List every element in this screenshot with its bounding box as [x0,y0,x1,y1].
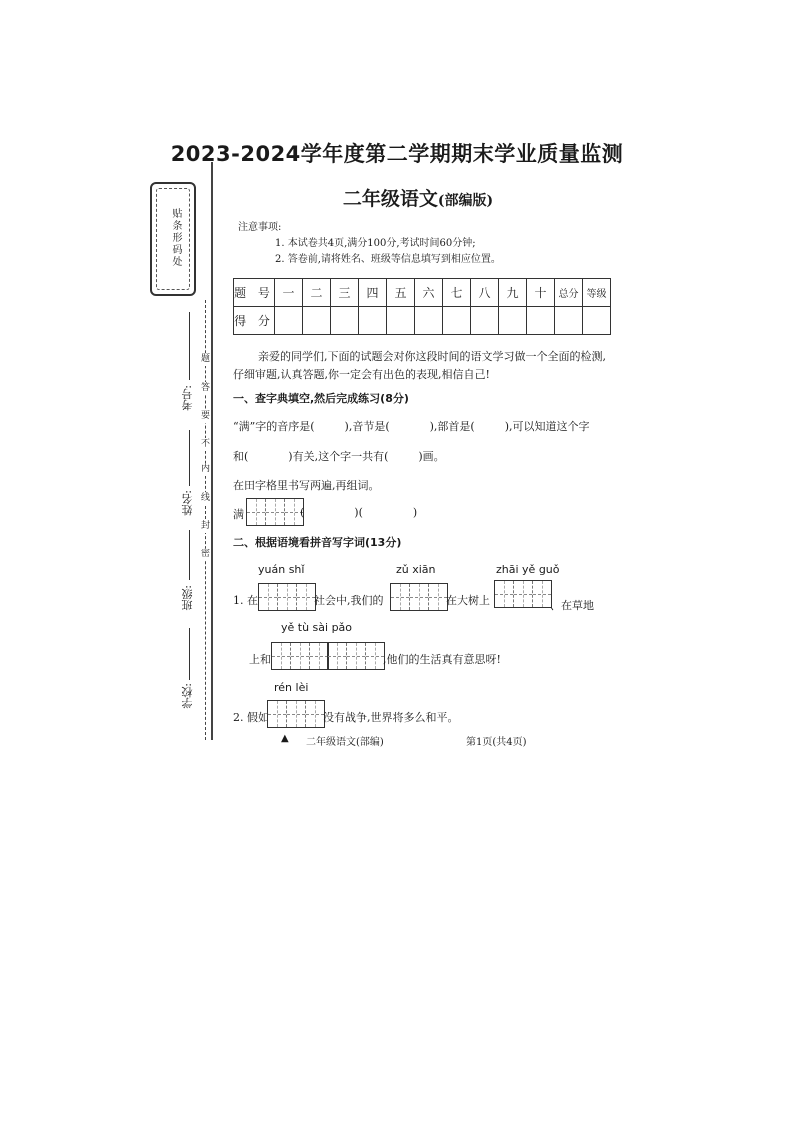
score-table-score-row [234,307,611,335]
manzi-char: 满 [233,508,244,521]
subtitle-edition: (部编版) [437,193,494,209]
score-cell[interactable] [331,307,359,335]
warning-triangle-icon: ▲ [281,733,289,744]
q1-text1: 社会中,我们的 [314,594,384,607]
score-cell[interactable] [387,307,415,335]
q-text: )( [354,506,363,519]
score-cell[interactable] [275,307,303,335]
q-text: ) [412,506,418,519]
exam-title: 2023-2024学年度第二学期期末学业质量监测 [170,142,624,166]
answer-grid[interactable] [494,580,552,608]
score-row2-label: 得 分 [234,307,275,335]
column-header: 二 [303,279,331,307]
score-cell[interactable] [499,307,527,335]
answer-grid[interactable] [390,583,448,611]
score-cell[interactable] [415,307,443,335]
q-text: “满”字的音序是( [233,420,315,433]
answer-grid[interactable] [267,700,325,728]
q-text: ),部首是( [429,420,475,433]
seal-char: 线 [201,493,211,503]
q1-prefix: 1. 在 [233,594,258,607]
score-cell[interactable] [443,307,471,335]
column-header: 五 [387,279,415,307]
label-school: 学校: [181,683,194,709]
answer-grid[interactable] [258,583,316,611]
q-text: ),可以知道这个字 [504,420,590,433]
score-cell[interactable] [583,307,611,335]
q1-line2-prefix: 上和 [249,653,271,666]
pinyin-zuxian: zǔ xiān [396,563,436,576]
notice-item: 1. 本试卷共4页,满分100分,考试时间60分钟; [275,238,476,249]
seal-char: 密 [201,549,211,559]
q-text: 和( [233,450,249,463]
score-cell[interactable] [527,307,555,335]
column-header: 六 [415,279,443,307]
section1-line3: 在田字格里书写两遍,再组词。 [233,479,380,492]
barcode-label: 贴条形码处 [170,208,181,268]
column-header: 七 [443,279,471,307]
column-header: 八 [471,279,499,307]
footer-left: 二年级语文(部编) [306,737,384,748]
q-text: )有关,这个字一共有( [288,450,389,463]
footer-right: 第1页(共4页) [466,737,527,748]
column-header: 一 [275,279,303,307]
subtitle-main: 二年级语文 [342,188,438,210]
q-text: ( [300,506,305,519]
label-class: 班级: [181,585,194,611]
seal-char: 内 [201,464,211,474]
pinyin-yuanshi: yuán shǐ [258,563,305,576]
seal-char: 不 [201,439,211,449]
score-cell[interactable] [303,307,331,335]
class-field[interactable] [189,530,190,580]
school-field[interactable] [189,628,190,680]
seal-char: 封 [201,521,211,531]
exam-number-field[interactable] [189,312,190,380]
section1-line1 [233,418,590,434]
section1-line2 [233,448,445,464]
q-text: ),音节是( [344,420,390,433]
label-name: 姓名: [181,490,194,516]
barcode-area [150,182,196,296]
q1-text2: 在大树上 [446,594,490,607]
seal-char: 要 [201,411,211,421]
column-header: 十 [527,279,555,307]
word-paren [300,506,417,519]
column-header: 三 [331,279,359,307]
column-header: 四 [359,279,387,307]
answer-grid[interactable] [271,642,329,670]
q-text: )画。 [418,450,445,463]
column-header: 总分 [555,279,583,307]
binding-line [211,162,213,740]
column-header: 等级 [583,279,611,307]
section2-heading: 二、根据语境看拼音写字词(13分) [233,536,402,549]
pinyin-renlei: rén lèi [274,681,309,694]
section1-heading: 一、查字典填空,然后完成练习(8分) [233,392,409,405]
score-table-header-row [234,279,611,307]
notice-heading: 注意事项: [238,222,282,233]
seal-char: 题 [201,354,211,364]
intro-line: 仔细审题,认真答题,你一定会有出色的表现,相信自己! [233,368,490,381]
tianzi-grid[interactable] [246,498,304,526]
exam-subtitle [220,184,616,211]
label-exam-number: 考号: [181,385,194,411]
q1-text3: 、在草地 [550,599,594,612]
score-cell[interactable] [471,307,499,335]
score-cell[interactable] [359,307,387,335]
pinyin-zhaiyeguo: zhāi yě guǒ [496,563,560,576]
q2-suffix: 没有战争,世界将多么和平。 [323,711,459,724]
notice-item: 2. 答卷前,请将姓名、班级等信息填写到相应位置。 [275,254,501,265]
intro-line: 亲爱的同学们,下面的试题会对你这段时间的语文学习做一个全面的检测, [258,350,606,363]
answer-grid[interactable] [327,642,385,670]
q1-line2-suffix: ,他们的生活真有意思呀! [383,653,501,666]
name-field[interactable] [189,430,190,486]
q2-prefix: 2. 假如 [233,711,269,724]
column-header: 九 [499,279,527,307]
score-row1-label: 题 号 [234,279,275,307]
score-table [233,278,611,335]
pinyin-yetusaipao: yě tù sài pǎo [281,621,353,634]
score-cell[interactable] [555,307,583,335]
seal-char: 答 [201,383,211,393]
